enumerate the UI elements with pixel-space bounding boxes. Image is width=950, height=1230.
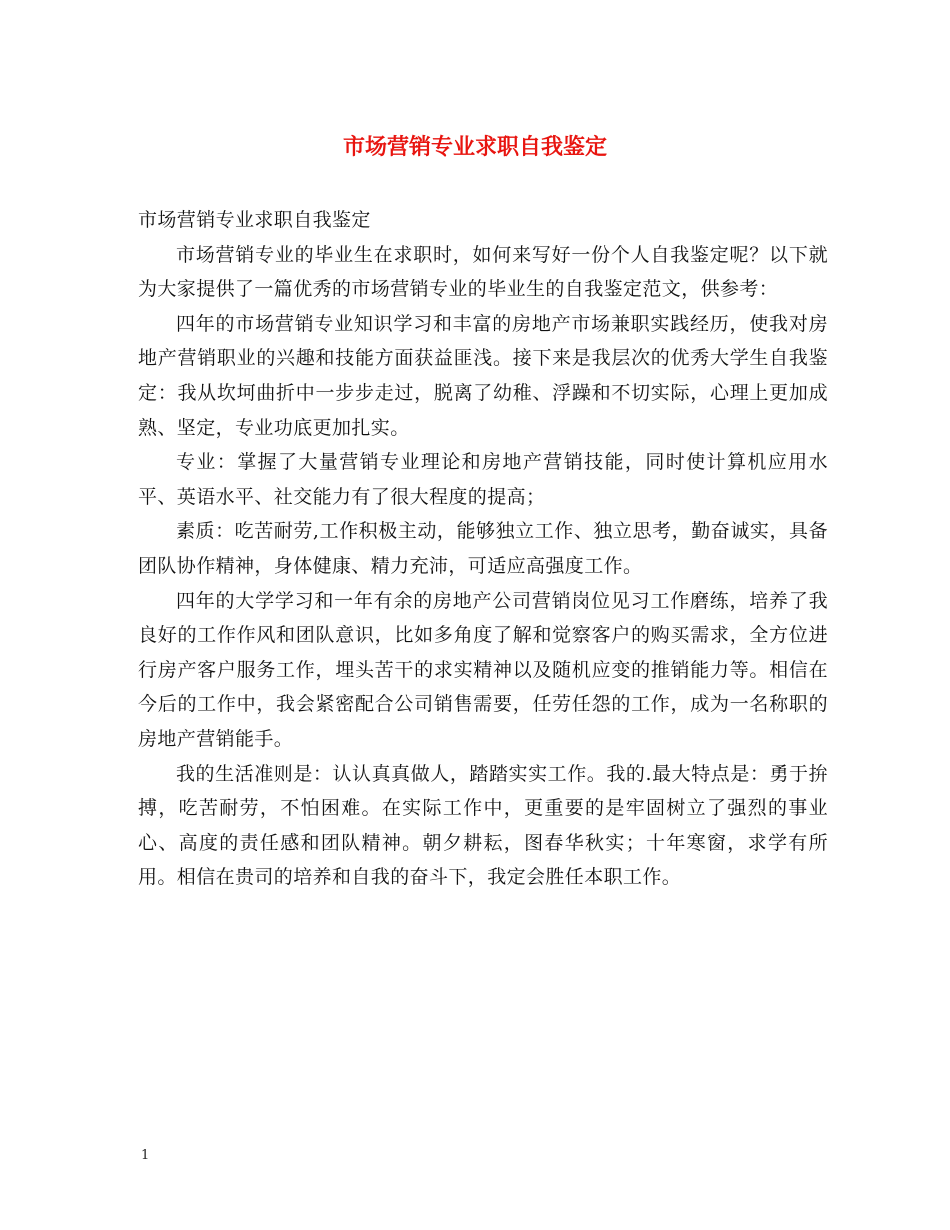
document-subtitle: 市场营销专业求职自我鉴定 [138, 209, 371, 231]
page-number: 1 [141, 1148, 150, 1163]
paragraph-professional: 专业：掌握了大量营销专业理论和房地产营销技能，同时使计算机应用水平、英语水平、社交能力有了很大程度的提高； [138, 451, 828, 508]
document-body [138, 203, 828, 895]
paragraph-intro: 市场营销专业的毕业生在求职时，如何来写好一份个人自我鉴定呢？以下就为大家提供了一篇优秀的市场营销专业的毕业生的自我鉴定范文，供参考： [138, 243, 828, 301]
paragraph-internship: 四年的大学学习和一年有余的房地产公司营销岗位见习工作磨练，培养了我良好的工作作风和团队意识，比如多角度了解和觉察客户的购买需求，全方位进行房产客户服务工作，埋头苦干的求实精神以及随机应变的推销能力等。相信在今后的工作中，我会紧密配合公司销售需要，任劳任怨的工作，成为一名称职的房地产营销能手。 [138, 589, 828, 750]
paragraph-quality: 素质：吃苦耐劳,工作积极主动，能够独立工作、独立思考，勤奋诚实，具备团队协作精神，身体健康、精力充沛，可适应高强度工作。 [138, 520, 828, 577]
paragraph-principles: 我的生活准则是：认认真真做人，踏踏实实工作。我的.最大特点是：勇于拚搏，吃苦耐劳，不怕困难。在实际工作中，更重要的是牢固树立了强烈的事业心、高度的责任感和团队精神。朝夕耕耘，图春华秋实；十年寒窗，求学有所用。相信在贵司的培养和自我的奋斗下，我定会胜任本职工作。 [138, 762, 828, 889]
document-title: 市场营销专业求职自我鉴定 [342, 134, 607, 160]
paragraph-experience: 四年的市场营销专业知识学习和丰富的房地产市场兼职实践经历，使我对房地产营销职业的兴趣和技能方面获益匪浅。接下来是我层次的优秀大学生自我鉴定：我从坎坷曲折中一步步走过，脱离了幼稚、浮躁和不切实际，心理上更加成熟、坚定，专业功底更加扎实。 [138, 312, 828, 439]
